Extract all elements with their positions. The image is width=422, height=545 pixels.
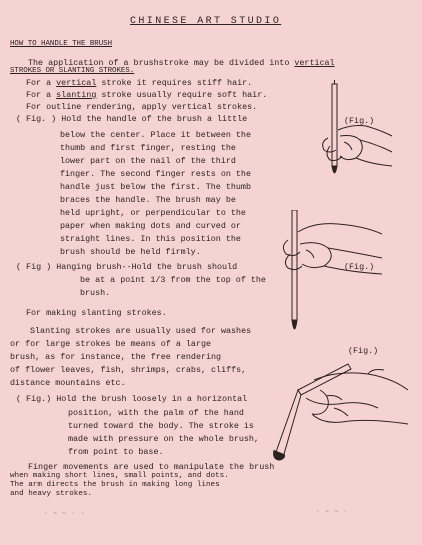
- fig1-line: finger. The second finger rests on the: [60, 169, 251, 179]
- vertical-post: stroke it requires stiff hair.: [96, 78, 253, 88]
- fig3-line: position, with the palm of the hand: [68, 408, 244, 418]
- fig1-line: brush should be held firmly.: [60, 247, 201, 257]
- fig1-line: braces the handle. The brush may be: [60, 195, 236, 205]
- slanting-line: [26, 90, 267, 101]
- fig1-line: paper when making dots and curved or: [60, 221, 241, 231]
- bottom-right-stamp-mark: · ~ ~ ·: [316, 508, 349, 515]
- vertical-brush-hand-illustration: [300, 80, 400, 190]
- section-heading: HOW TO HANDLE THE BRUSH: [10, 40, 113, 48]
- closing-line: when making short lines, small points, and dots.: [10, 472, 229, 480]
- slanting-word: slanting: [56, 90, 97, 100]
- fig2-line: brush.: [80, 288, 111, 298]
- slanting-para-line: of flower leaves, fish, shrimps, crabs, cliffs,: [10, 365, 247, 375]
- closing-line: and heavy strokes.: [10, 490, 93, 498]
- intro-strokes-text: STROKES OR SLANTING STROKES.: [10, 67, 135, 75]
- fig1-line: held upright, or perpendicular to the: [60, 208, 246, 218]
- fig1-line: below the center. Place it between the: [60, 130, 251, 140]
- fig1-line: handle just below the first. The thumb: [60, 182, 251, 192]
- intro-text: The application of a brushstroke may be divided into: [28, 58, 295, 68]
- fig2-line: ( Fig ) Hanging brush--Hold the brush should: [16, 262, 238, 272]
- vertical-pre: For a: [26, 78, 57, 88]
- slanting-pre: For a: [26, 90, 57, 100]
- fig1-label: (Fig.): [344, 116, 375, 126]
- closing-line: Finger movements are used to manipulate the brush: [28, 462, 275, 472]
- document-title: CHINESE ART STUDIO: [130, 16, 282, 27]
- hanging-brush-hand-illustration: [278, 210, 388, 350]
- vertical-line: [26, 78, 252, 89]
- fig3-line: made with pressure on the whole brush,: [68, 434, 259, 444]
- vertical-word: vertical: [56, 78, 97, 88]
- slanting-para-line: Slanting strokes are usually used for washes: [30, 326, 252, 336]
- fig1-line: lower part on the nail of the third: [60, 156, 236, 166]
- fig3-line: from point to base.: [68, 447, 164, 457]
- intro-vertical-word: vertical: [294, 58, 335, 68]
- outline-line: For outline rendering, apply vertical strokes.: [26, 102, 258, 112]
- slanting-post: stroke usually require soft hair.: [96, 90, 268, 100]
- slanting-para-line: distance mountains etc.: [10, 378, 126, 388]
- slanting-intro: For making slanting strokes.: [26, 308, 167, 318]
- closing-line: The arm directs the brush in making long lines: [10, 481, 220, 489]
- slanting-para-line: or for large strokes be means of a large: [10, 339, 212, 349]
- fig3-line: ( Fig.) Hold the brush loosely in a horizontal: [16, 394, 248, 404]
- fig3-line: turned toward the body. The stroke is: [68, 421, 254, 431]
- slanting-brush-hand-illustration: [268, 360, 412, 470]
- slanting-para-line: brush, as for instance, the free rendering: [10, 352, 222, 362]
- fig2-label: (Fig.): [344, 262, 375, 272]
- fig1-line: thumb and first finger, resting the: [60, 143, 236, 153]
- bottom-left-stamp-mark: · ~ ~ · ·: [44, 510, 86, 517]
- intro-line-2: [10, 66, 134, 77]
- fig2-line: be at a point 1/3 from the top of the: [80, 275, 266, 285]
- fig3-label: (Fig.): [348, 346, 379, 356]
- fig1-line: straight lines. In this position the: [60, 234, 241, 244]
- fig1-line: ( Fig. ) Hold the handle of the brush a little: [16, 114, 248, 124]
